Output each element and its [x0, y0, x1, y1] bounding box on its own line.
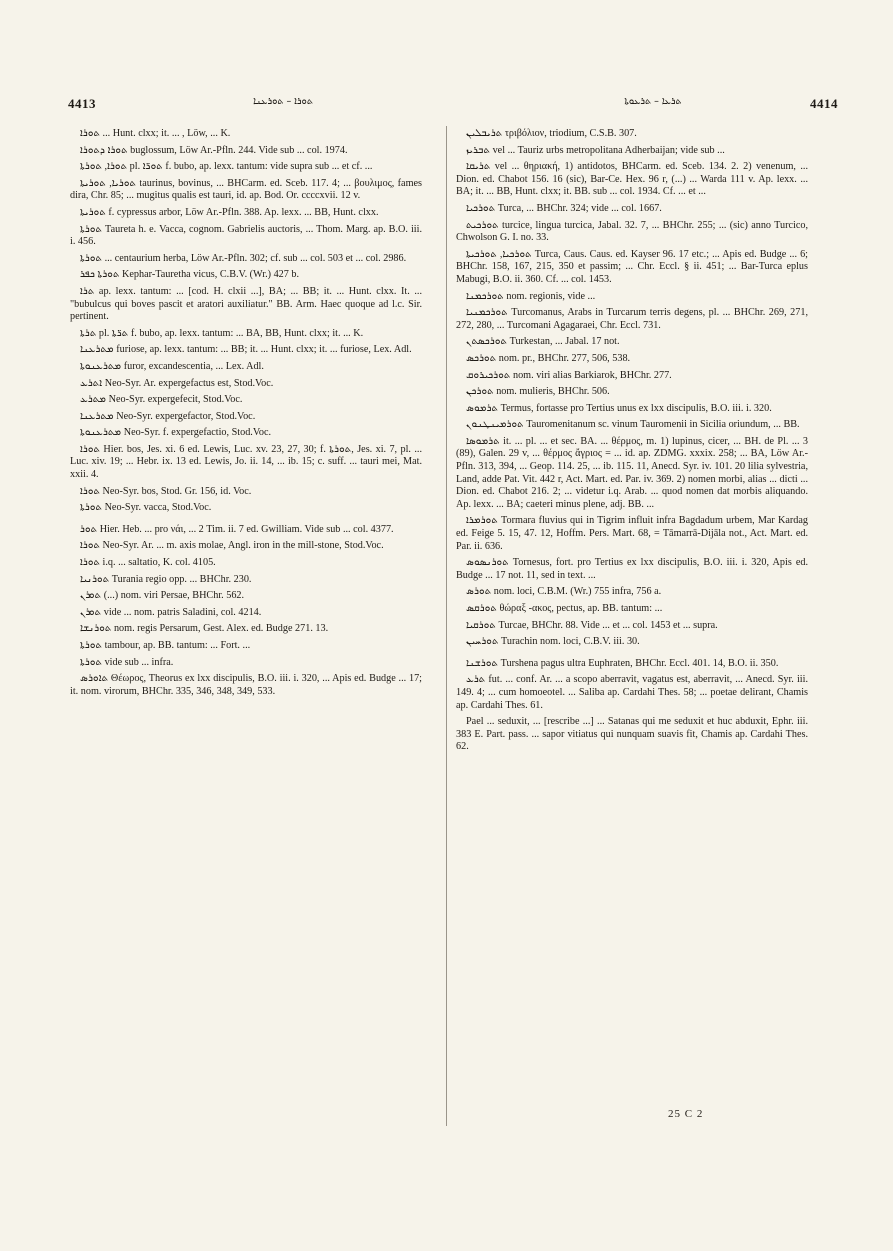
dictionary-entry: ܬܘܪܢ vide ... nom. patris Saladini, col. 4214. — [80, 606, 262, 618]
dictionary-entry: ܬܘܪܬܐ vide sub ... infra. — [80, 656, 174, 668]
signature-mark: 25 C 2 — [668, 1108, 704, 1120]
dictionary-entry: ܬܘܪܢ (...) nom. viri Persae, BHChr. 562. — [80, 590, 245, 602]
dictionary-entry: ܬܘܪܩܣ θώραξ -ακος, pectus, ap. BB. tantum: ... — [466, 603, 663, 614]
dictionary-entry: ܬܘܪܟܢ nom. mulieris, BHChr. 506. — [466, 386, 610, 398]
dictionary-entry: ܬܪܬܐ pl. ܬܪ̈ܬܐ f. bubo, ap. lexx. tantum: ... BA, BB, Hunt. clxx; it. ... K. — [80, 327, 364, 339]
right-column — [456, 128, 808, 758]
dictionary-entry: ܬܒܪܝܙ vel ... Tauriz urbs metropolitana Adherbaijan; vide sub ... — [466, 144, 725, 156]
dictionary-entry: ܬܘܪܐ, ܬܘܪܬܐ pl. ܬܘܪ̈ܐ f. bubo, ap. lexx. tantum: vide supra sub ... et cf. ... — [80, 161, 373, 173]
dictionary-entry: ܬܘܪܟܝܪܘܩ nom. viri alias Barkiarok, BHChr. 277. — [466, 369, 672, 381]
dictionary-entry: ܬܘܪܢܫܐ nom. regis Persarum, Gest. Alex. ed. Budge 271. 13. — [80, 623, 329, 635]
dictionary-entry: ܬܘܪܫܢܐ Turshena pagus ultra Euphraten, BHChr. Eccl. 401. 14, B.O. ii. 350. — [466, 657, 779, 669]
dictionary-entry: ܬܘܪܢܝܐ Turania regio opp. ... BHChr. 230. — [80, 573, 252, 585]
dictionary-entry: ܬܘܪܬܐ tambour, ap. BB. tantum: ... Fort. ... — [80, 640, 251, 651]
dictionary-entry: ܡܬܪܥ Neo-Syr. expergefecit, Stod.Voc. — [80, 394, 243, 406]
dictionary-entry: ܬܘܪܟܝܐ Turca, ... BHChr. 324; vide ... col. 1667. — [466, 202, 662, 214]
dictionary-entry: ܬܘܪܐ Neo-Syr. bos, Stod. Gr. 156, id. Voc. — [80, 485, 252, 497]
dictionary-entry: ܬܪܥ fut. ... conf. Ar. ... a scopo aberravit, vagatus est, aberravit, ... Anecd. Syr. iii. 149. 4; ... cum homoeotel. ... Saliba ap. Cardahi Thes. 58; ... poetae delirant, Chamis ap. Cardahi Thes. 61. — [456, 674, 808, 711]
running-title-left: ܬܘܪܐ – ܬܘܪܥܢܐ — [253, 96, 313, 107]
dictionary-entry: ܬܪܡܘܣܐ it. ... pl. ... et sec. BA. ... θέρμος, m. 1) lupinus, cicer, ... BH. de Pl. ... 3 (89), Galen. 29 v, ... θέρμος ἄγριος = ... id. ap. ZDMG. xxxix. 258; ... BA, Löw Ar.-Pfln. 313, 394, ... Geop. 114. 25, ... ib. 115. 11, Anecd. Syr. iv. 101. 20 lilia sylvestria, Land, adde Pat. Vit. 442 r, Act. Mart. ed. Par. iv. 369. 2) nomen morbi, alias ... dicti ... Dion. ed. Chabot 216. 2; ... videtur i.q. Arab. ... quod nomen dat morbis aliquando. Ap. lexx. ... BA; caeteri minus plene, adj. BB. ... — [456, 435, 808, 510]
dictionary-entry: ܬܘܪܢܣܘܣ Tornesus, fort. pro Tertius ex lxx discipulis, B.O. iii. i. 320, Apis ed. Budge ... 17 not. 11, sed in text. ... — [456, 557, 808, 581]
dictionary-entry: ܬܘܪܣ nom. loci, C.B.M. (Wr.) 755 infra, 756 a. — [466, 586, 662, 598]
dictionary-entry: ܬܘܪܐ ... Hunt. clxx; it. ... , Löw, ... K. — [80, 128, 231, 139]
column-divider — [446, 126, 447, 1126]
left-column — [70, 128, 422, 702]
running-header — [68, 96, 838, 118]
dictionary-entry: ܬܘܪܡܝܢܛܢܘܢ Tauromenitanum sc. vinum Tauromenii in Sicilia oriundum, ... BB. — [466, 419, 800, 431]
dictionary-entry: ܬܪܐ ap. lexx. tantum: ... [cod. H. clxii ...], BA; ... BB; it. ... Hunt. clxx. It. ... "bubulcus qui boves pascit et aratori auxiliatur." BB. Arm. Haec quoque ad l.c. Sir. pertinent. — [70, 285, 422, 323]
dictionary-entry: ܬܪܝܒܠܝܢ τριβόλιον, triodium, C.S.B. 307. — [466, 128, 637, 139]
dictionary-entry: ܬܘܪܬܐ ... centaurium herba, Löw Ar.-Pfln. 302; cf. sub ... col. 503 et ... col. 2986. — [80, 252, 407, 264]
dictionary-entry: ܬܪܡܘܣ Termus, fortasse pro Tertius unus ex lxx discipulis, B.O. iii. i. 320. — [466, 402, 772, 414]
dictionary-entry: ܬܐܘܪܣ Θέωρος, Theorus ex lxx discipulis, B.O. iii. i. 320, ... Apis ed. Budge ... 17; it. nom. virorum, BHChr. 335, 346, 348, 349, 533. — [70, 673, 422, 697]
dictionary-entry: ܬܘܪܟܝܬ turcice, lingua turcica, Jabal. 32. 7, ... BHChr. 255; ... (sic) anno Turcico, Chwolson G. I. no. 33. — [456, 219, 808, 244]
running-title-right: ܬܪܥܐ – ܬܪܥܘܬܐ — [624, 96, 682, 107]
dictionary-entry: ܬܘܪܡܪܐ Tormara fluvius qui in Tigrim influit infra Bagdadum urbem, Mar Kardag ed. Feige 5. 15, 47. 12, Hoffm. Pers. Mart. 68, = Tāmarrā-Dijāla not., Act. Mart. ed. Par. ii. 636. — [456, 515, 808, 552]
dictionary-entry: ܬܘܪܟܣܬܢ Turkestan, ... Jabal. 17 not. — [466, 336, 620, 348]
dictionary-entry: ܬܘܪܐ ܕܬܘܪܐ buglossum, Löw Ar.-Pfln. 244. Vide sub ... col. 1974. — [80, 144, 348, 156]
dictionary-entry: ܬܘܪܐ Hier. bos, Jes. xi. 6 ed. Lewis, Luc. xv. 23, 27, 30; f. ܬܘܪܬܐ, Jes. xi. 7, pl. ... Luc. xiv. 19; ... Hebr. ix. 13 ed. Lewis, Jo. ii. 14, ... ib. 15; c. suff. ... tauri mei, Mat. xxii. 4. — [70, 443, 422, 481]
dictionary-entry: ܬܘܪܚܝܢ Turachin nom. loci, C.B.V. iii. 30. — [466, 636, 640, 648]
dictionary-entry: ܬܘܪܬܐ Taureta h. e. Vacca, cognom. Gabrielis auctoris, ... Thom. Marg. ap. B.O. iii. i. 456. — [70, 223, 422, 248]
dictionary-entry: ܬܘܪܐ i.q. ... saltatio, K. col. 4105. — [80, 557, 216, 569]
dictionary-entry: ܐܬܪܥ Neo-Syr. Ar. expergefactus est, Stod.Voc. — [80, 377, 274, 389]
dictionary-entry: ܡܬܪܥܢܐ furiose, ap. lexx. tantum: ... BB; it. ... Hunt. clxx; it. ... furiose, Lex. Adl. — [80, 344, 412, 356]
dictionary-entry: ܬܘܪܬܐ ܟܦܪ Kephar-Tauretha vicus, C.B.V. (Wr.) 427 b. — [80, 269, 300, 281]
dictionary-entry: ܬܘܪܬܐ Neo-Syr. vacca, Stod.Voc. — [80, 502, 212, 514]
dictionary-entry: ܬܘܪܝܐ, ܬܘܪܝܬܐ taurinus, bovinus, ... BHCarm. ed. Sceb. 117. 4; ... βουλιμος, fames dira, Chr. 85; ... mugitus qualis est tauri, id. ap. Bod. Or. ccccxvii. 12 v. — [70, 177, 422, 202]
dictionary-entry: ܡܬܪܥܢܘܬܐ furor, excandescentia, ... Lex. Adl. — [80, 360, 264, 372]
dictionary-entry: ܬܘܪܐ Neo-Syr. Ar. ... m. axis molae, Angl. iron in the mill-stone, Stod.Voc. — [80, 540, 384, 552]
dictionary-entry: ܡܬܪܥܢܐ Neo-Syr. expergefactor, Stod.Voc. — [80, 410, 256, 422]
page-number-right: 4414 — [810, 96, 838, 111]
dictionary-entry: ܬܘܪܟܡܢܝܐ Turcomanus, Arabs in Turcarum terris degens, pl. ... BHChr. 269, 271, 272, 280, ... Turcomani Agagaraei, Chr. Eccl. 731. — [456, 307, 808, 331]
dictionary-entry: ܬܪܝܩܐ vel ... θηριακή, 1) antidotos, BHCarm. ed. Sceb. 134. 2. 2) venenum, ... Dion. ed. Chabot 156. 16 (sic), Bar-Ce. Hex. 96 r, (...) ... Warda 111 v. Ap. lexx. ... BA; it. ... BB, Hunt. clxx; it. BB. sub ... col. 1934. Cf. ... et ... — [456, 161, 808, 198]
dictionary-entry: ܬܘܪܟܡܢܐ nom. regionis, vide ... — [466, 290, 596, 302]
dictionary-entry: Pael ... seduxit, ... [rescribe ...] ... Satanas qui me seduxit et huc abduxit, Ephr. iii. 383 E. Part. pass. ... sapor vitiatus qui nunquam suavis fit, Chamis ap. Cardahi Thes. 62. — [456, 716, 808, 753]
dictionary-entry: ܬܘܪܟܝܐ, ܬܘܪܟܝܬܐ Turca, Caus. Caus. ed. Kayser 96. 17 etc.; ... Apis ed. Budge ... 6; BHChr. 158, 167, 215, 350 et passim; ... Chr. Eccl. § ii. 451; ... Bar-Turca eplus Mabugi, B.O. ii. 360. Cf. ... col. 1453. — [456, 248, 808, 285]
dictionary-entry: ܬܘܪ Hier. Heb. ... pro νάι, ... 2 Tim. ii. 7 ed. Gwilliam. Vide sub ... col. 4377. — [80, 523, 394, 535]
dictionary-entry: ܬܘܪܝܬܐ f. cypressus arbor, Löw Ar.-Pfln. 388. Ap. lexx. ... BB, Hunt. clxx. — [80, 206, 379, 218]
page-number-left: 4413 — [68, 96, 96, 111]
dictionary-entry: ܬܘܪܩܝܐ Turcae, BHChr. 88. Vide ... et ... col. 1453 et ... supra. — [466, 619, 718, 631]
dictionary-entry: ܡܬܪܥܢܘܬܐ Neo-Syr. f. expergefactio, Stod.Voc. — [80, 427, 272, 439]
dictionary-entry: ܬܘܪܟܣ nom. pr., BHChr. 277, 506, 538. — [466, 352, 631, 364]
